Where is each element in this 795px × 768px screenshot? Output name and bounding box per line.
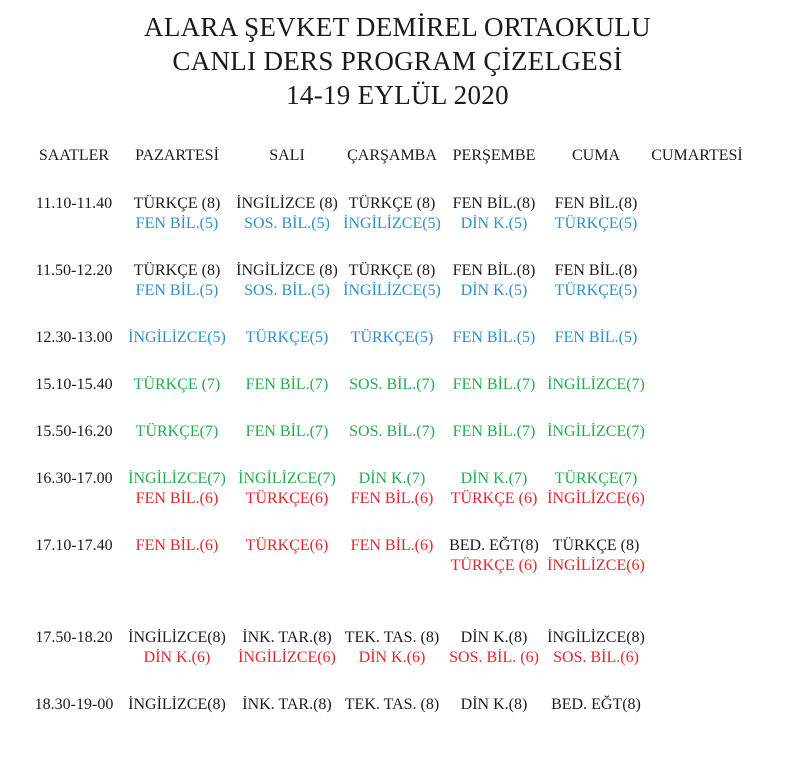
cell-persembe [442, 375, 546, 422]
cell-persembe [442, 469, 546, 536]
cell-carsamba [342, 375, 442, 422]
cell-cuma [546, 628, 646, 695]
cell-sali [232, 536, 342, 628]
time-slot: 15.10-15.40 [35, 376, 113, 393]
cell-pazartesi [122, 628, 232, 695]
lesson-entry: SOS. BİL.(7) [349, 423, 435, 440]
time-slot: 17.10-17.40 [35, 537, 113, 554]
cell-cumartesi [646, 422, 748, 469]
cell-sali [232, 422, 342, 469]
lesson-entry: TÜRKÇE(7) [554, 470, 638, 487]
cell-pazartesi [122, 261, 232, 328]
header-persembe: PERŞEMBE [452, 147, 536, 164]
cell-cumartesi [646, 328, 748, 375]
cell-cuma [546, 695, 646, 743]
lesson-entry: İNGİLİZCE(7) [547, 423, 645, 440]
cell-cuma [546, 328, 646, 375]
cell-sali [232, 375, 342, 422]
lesson-entry: TÜRKÇE(5) [245, 329, 329, 346]
lesson-entry: FEN BİL.(6) [350, 490, 434, 507]
lesson-entry: İNGİLİZCE(6) [547, 490, 645, 507]
lesson-entry: DİN K.(8) [460, 629, 528, 646]
schedule-table [26, 146, 748, 743]
lesson-entry: İNGİLİZCE(7) [547, 376, 645, 393]
lesson-entry: FEN BİL.(8) [554, 195, 638, 212]
cell-sali [232, 628, 342, 695]
cell-persembe [442, 194, 546, 261]
table-row [26, 469, 748, 536]
cell-sali [232, 695, 342, 743]
lesson-entry: İNGİLİZCE (8) [236, 262, 338, 279]
cell-persembe [442, 536, 546, 628]
lesson-entry: İNGİLİZCE(8) [547, 629, 645, 646]
lesson-entry: SOS. BİL.(7) [349, 376, 435, 393]
lesson-entry: BED. EĞT(8) [551, 696, 641, 713]
cell-pazartesi [122, 328, 232, 375]
table-row [26, 194, 748, 261]
lesson-entry: TÜRKÇE (6) [450, 490, 538, 507]
cell-pazartesi [122, 375, 232, 422]
lesson-entry: FEN BİL.(5) [452, 329, 536, 346]
cell-pazartesi [122, 536, 232, 628]
cell-cumartesi [646, 375, 748, 422]
lesson-entry: SOS. BİL.(6) [553, 649, 639, 666]
time-slot: 11.10-11.40 [35, 195, 113, 212]
time-slot: 16.30-17.00 [35, 470, 113, 487]
header-row [26, 146, 748, 194]
lesson-entry: FEN BİL.(8) [452, 195, 536, 212]
cell-carsamba [342, 261, 442, 328]
table-row [26, 328, 748, 375]
cell-carsamba [342, 469, 442, 536]
time-slot: 11.50-12.20 [35, 262, 113, 279]
lesson-entry: İNGİLİZCE(7) [238, 470, 336, 487]
lesson-entry: FEN BİL.(7) [245, 376, 329, 393]
lesson-entry: TÜRKÇE(5) [350, 329, 434, 346]
lesson-entry: DİN K.(7) [460, 470, 528, 487]
lesson-entry: FEN BİL.(5) [554, 329, 638, 346]
cell-cumartesi [646, 469, 748, 536]
lesson-entry: TÜRKÇE (8) [348, 195, 436, 212]
cell-cumartesi [646, 261, 748, 328]
cell-cumartesi [646, 536, 748, 628]
cell-sali [232, 328, 342, 375]
cell-cuma [546, 469, 646, 536]
lesson-entry: DİN K.(5) [460, 282, 528, 299]
lesson-entry: DİN K.(6) [143, 649, 211, 666]
schedule-title: CANLI DERS PROGRAM ÇİZELGESİ [172, 46, 623, 76]
cell-cumartesi [646, 695, 748, 743]
lesson-entry: TEK. TAS. (8) [344, 629, 440, 646]
cell-pazartesi [122, 695, 232, 743]
lesson-entry: FEN BİL.(8) [554, 262, 638, 279]
title-block [0, 10, 795, 112]
cell-persembe [442, 695, 546, 743]
cell-carsamba [342, 628, 442, 695]
lesson-entry: TÜRKÇE(5) [554, 282, 638, 299]
cell-persembe [442, 261, 546, 328]
lesson-entry: TÜRKÇE (6) [450, 557, 538, 574]
lesson-entry: İNGİLİZCE(6) [238, 649, 336, 666]
time-slot: 17.50-18.20 [35, 629, 113, 646]
lesson-entry: FEN BİL.(6) [350, 537, 434, 554]
school-name: ALARA ŞEVKET DEMİREL ORTAOKULU [144, 12, 651, 42]
cell-pazartesi [122, 469, 232, 536]
lesson-entry: FEN BİL.(6) [135, 537, 219, 554]
lesson-entry: TÜRKÇE (8) [133, 262, 221, 279]
lesson-entry: SOS. BİL.(5) [244, 282, 330, 299]
lesson-entry: DİN K.(5) [460, 215, 528, 232]
cell-carsamba [342, 422, 442, 469]
lesson-entry: TEK. TAS. (8) [344, 696, 440, 713]
lesson-entry: DİN K.(6) [358, 649, 426, 666]
lesson-entry: FEN BİL.(5) [135, 215, 219, 232]
cell-sali [232, 469, 342, 536]
header-carsamba: ÇARŞAMBA [347, 147, 437, 164]
cell-carsamba [342, 536, 442, 628]
cell-cuma [546, 536, 646, 628]
lesson-entry: İNGİLİZCE(5) [343, 215, 441, 232]
cell-cuma [546, 261, 646, 328]
lesson-entry: TÜRKÇE(5) [554, 215, 638, 232]
lesson-entry: SOS. BİL. (6) [449, 649, 539, 666]
lesson-entry: TÜRKÇE (8) [348, 262, 436, 279]
cell-pazartesi [122, 422, 232, 469]
cell-pazartesi [122, 194, 232, 261]
lesson-entry: FEN BİL.(8) [452, 262, 536, 279]
header-sali: SALI [269, 147, 305, 164]
lesson-entry: İNGİLİZCE(8) [128, 629, 226, 646]
lesson-entry: İNGİLİZCE(6) [547, 557, 645, 574]
cell-carsamba [342, 194, 442, 261]
cell-carsamba [342, 695, 442, 743]
lesson-entry: TÜRKÇE (7) [133, 376, 221, 393]
cell-cumartesi [646, 194, 748, 261]
cell-persembe [442, 328, 546, 375]
lesson-entry: İNGİLİZCE(5) [128, 329, 226, 346]
time-slot: 12.30-13.00 [35, 329, 113, 346]
cell-sali [232, 194, 342, 261]
cell-persembe [442, 422, 546, 469]
lesson-entry: FEN BİL.(7) [245, 423, 329, 440]
lesson-entry: İNGİLİZCE(7) [128, 470, 226, 487]
header-cuma: CUMA [571, 147, 620, 164]
header-cumartesi: CUMARTESİ [651, 147, 743, 164]
lesson-entry: FEN BİL.(7) [452, 376, 536, 393]
time-slot: 18.30-19-00 [34, 696, 114, 713]
cell-carsamba [342, 328, 442, 375]
schedule-dates: 14-19 EYLÜL 2020 [286, 80, 509, 110]
header-pazartesi: PAZARTESİ [135, 147, 219, 164]
lesson-entry: İNK. TAR.(8) [242, 696, 332, 713]
table-row [26, 375, 748, 422]
cell-persembe [442, 628, 546, 695]
lesson-entry: TÜRKÇE(7) [135, 423, 219, 440]
lesson-entry: TÜRKÇE(6) [245, 537, 329, 554]
schedule-body [26, 194, 748, 743]
header-saatler: SAATLER [38, 147, 110, 164]
lesson-entry: FEN BİL.(7) [452, 423, 536, 440]
table-row [26, 695, 748, 743]
cell-cuma [546, 422, 646, 469]
lesson-entry: DİN K.(7) [358, 470, 426, 487]
lesson-entry: FEN BİL.(6) [135, 490, 219, 507]
cell-sali [232, 261, 342, 328]
table-row [26, 536, 748, 628]
lesson-entry: TÜRKÇE (8) [133, 195, 221, 212]
lesson-entry: İNK. TAR.(8) [242, 629, 332, 646]
cell-cumartesi [646, 628, 748, 695]
cell-cuma [546, 375, 646, 422]
lesson-entry: FEN BİL.(5) [135, 282, 219, 299]
cell-cuma [546, 194, 646, 261]
table-row [26, 628, 748, 695]
lesson-entry: DİN K.(8) [460, 696, 528, 713]
time-slot: 15.50-16.20 [35, 423, 113, 440]
lesson-entry: TÜRKÇE (8) [552, 537, 640, 554]
lesson-entry: İNGİLİZCE (8) [236, 195, 338, 212]
table-row [26, 261, 748, 328]
lesson-entry: İNGİLİZCE(5) [343, 282, 441, 299]
lesson-entry: TÜRKÇE(6) [245, 490, 329, 507]
table-row [26, 422, 748, 469]
lesson-entry: BED. EĞT(8) [449, 537, 539, 554]
lesson-entry: İNGİLİZCE(8) [128, 696, 226, 713]
lesson-entry: SOS. BİL.(5) [244, 215, 330, 232]
